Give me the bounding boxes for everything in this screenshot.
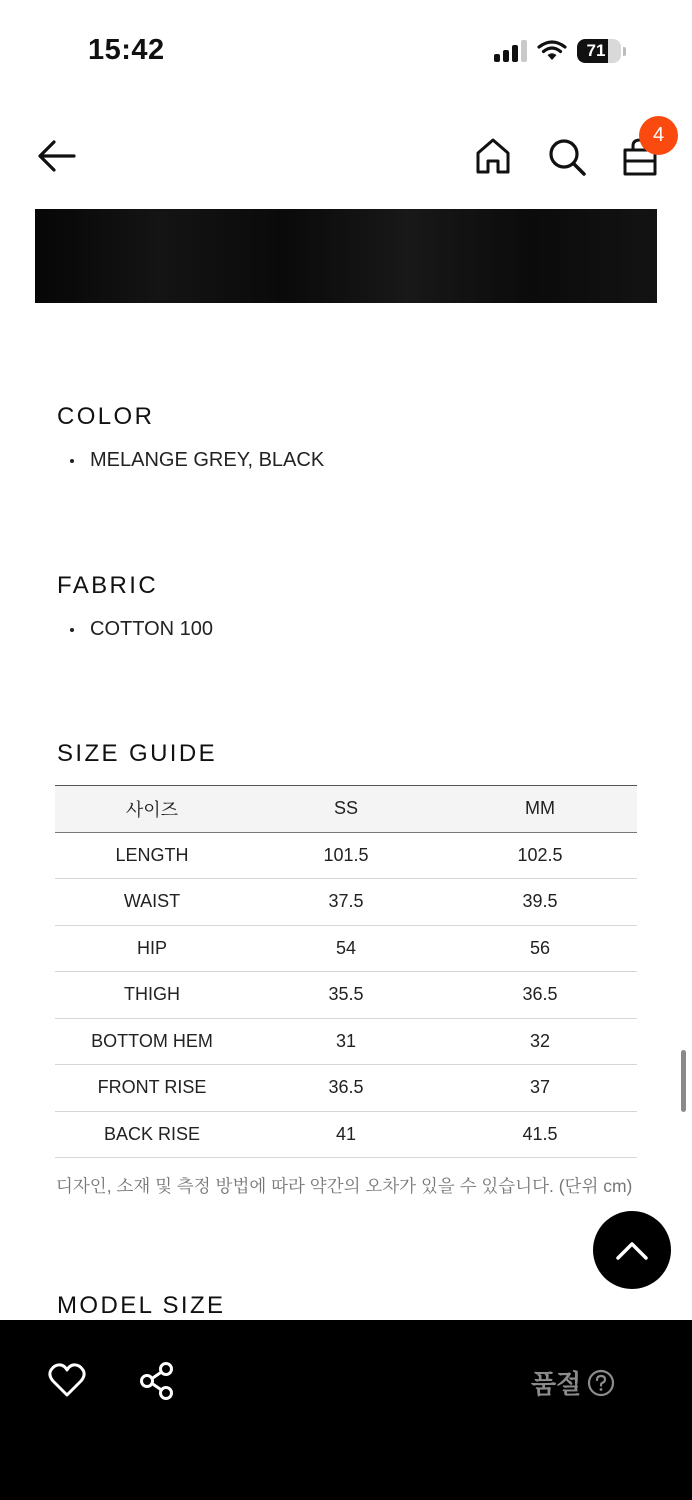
question-circle-icon[interactable]: [587, 1369, 615, 1397]
row-mm: 32: [443, 1018, 637, 1065]
chevron-up-icon: [615, 1239, 649, 1261]
table-row: [55, 1065, 637, 1112]
product-image: [35, 209, 657, 303]
size-guide-table: [55, 785, 637, 1158]
row-mm: 37: [443, 1065, 637, 1112]
battery-icon: [577, 39, 621, 63]
size-guide-note: 디자인, 소재 및 측정 방법에 따라 약간의 오차가 있을 수 있습니다. (단위 cm): [56, 1176, 633, 1196]
color-item: [70, 449, 324, 472]
scroll-to-top-button[interactable]: [593, 1211, 671, 1289]
row-mm: 102.5: [443, 832, 637, 879]
color-heading: COLOR: [57, 403, 155, 430]
bullet-dot: [70, 628, 74, 632]
row-label: FRONT RISE: [55, 1065, 249, 1112]
table-header-row: [55, 786, 637, 833]
status-indicators: [494, 36, 626, 66]
row-ss: 35.5: [249, 972, 443, 1019]
table-row: [55, 879, 637, 926]
row-label: WAIST: [55, 879, 249, 926]
row-ss: 31: [249, 1018, 443, 1065]
arrow-left-icon[interactable]: [34, 136, 80, 176]
header-mm: MM: [443, 786, 637, 833]
bottom-action-bar: [0, 1320, 692, 1500]
row-mm: 56: [443, 925, 637, 972]
sold-out-status: [531, 1364, 615, 1401]
cart-count-badge: 4: [639, 116, 678, 155]
scrollbar[interactable]: [681, 1050, 686, 1112]
fabric-value: COTTON 100: [90, 618, 213, 640]
table-row: [55, 925, 637, 972]
home-icon[interactable]: [474, 136, 512, 176]
header-ss: SS: [249, 786, 443, 833]
wifi-icon: [537, 40, 567, 62]
row-ss: 41: [249, 1111, 443, 1158]
model-size-heading: MODEL SIZE: [57, 1292, 226, 1319]
row-mm: 39.5: [443, 879, 637, 926]
row-label: THIGH: [55, 972, 249, 1019]
color-value: MELANGE GREY, BLACK: [90, 449, 325, 471]
fabric-item: [70, 618, 213, 641]
cellular-signal-icon: [494, 40, 527, 62]
battery-level: 71: [586, 41, 606, 60]
sold-out-label: 품절: [531, 1369, 582, 1399]
row-label: HIP: [55, 925, 249, 972]
row-ss: 37.5: [249, 879, 443, 926]
header-size: 사이즈: [55, 786, 249, 833]
table-row: [55, 1018, 637, 1065]
size-guide-heading: SIZE GUIDE: [57, 740, 218, 767]
row-mm: 36.5: [443, 972, 637, 1019]
row-ss: 36.5: [249, 1065, 443, 1112]
row-label: BACK RISE: [55, 1111, 249, 1158]
row-ss: 54: [249, 925, 443, 972]
row-label: BOTTOM HEM: [55, 1018, 249, 1065]
row-mm: 41.5: [443, 1111, 637, 1158]
table-row: [55, 832, 637, 879]
status-time: 15:42: [88, 34, 165, 66]
share-icon[interactable]: [138, 1361, 178, 1401]
table-row: [55, 1111, 637, 1158]
fabric-heading: FABRIC: [57, 572, 159, 599]
bullet-dot: [70, 459, 74, 463]
search-icon[interactable]: [546, 136, 588, 178]
heart-icon[interactable]: [47, 1361, 87, 1399]
table-row: [55, 972, 637, 1019]
row-ss: 101.5: [249, 832, 443, 879]
row-label: LENGTH: [55, 832, 249, 879]
